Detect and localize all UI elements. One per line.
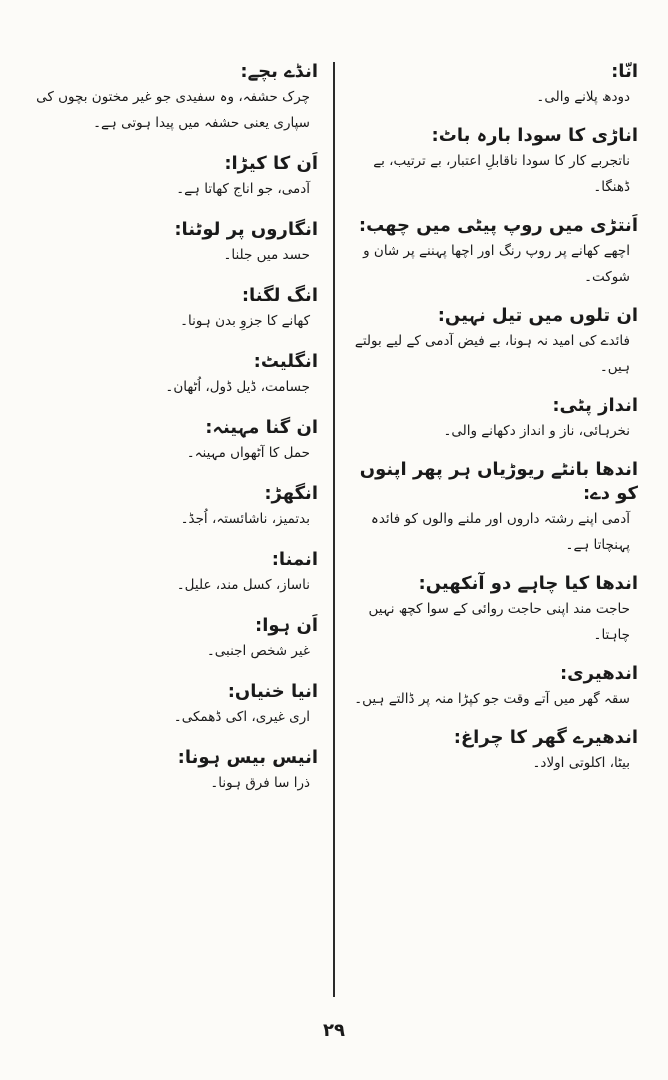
dictionary-entry xyxy=(28,416,318,466)
column-divider xyxy=(333,62,335,997)
entry-definition: اری غیری، اکی ڈھمکی۔ xyxy=(173,709,310,725)
dictionary-entry xyxy=(350,124,638,200)
dictionary-entry xyxy=(28,680,318,730)
right-column xyxy=(350,60,638,790)
entry-term: اندھا بانٹے ریوڑیاں ہر پھر اپنوں کو دے: xyxy=(359,459,638,504)
entry-definition: جسامت، ڈیل ڈول، اُٹھان۔ xyxy=(165,379,310,395)
entry-term: انمنا: xyxy=(271,549,318,570)
dictionary-entry xyxy=(28,350,318,400)
entry-definition: اچھے کھانے پر روپ رنگ اور اچھا پہننے پر شان و شوکت۔ xyxy=(363,243,630,285)
entry-definition: ناساز، کسل مند، علیل۔ xyxy=(176,577,310,593)
entry-term: ان تلوں میں تیل نہیں: xyxy=(437,305,638,326)
entry-term: انگلیٹ: xyxy=(253,351,318,372)
entry-term: انگاروں پر لوٹنا: xyxy=(174,219,318,240)
entry-definition: آدمی، جو اناج کھاتا ہے۔ xyxy=(176,181,310,197)
dictionary-entry xyxy=(350,394,638,444)
dictionary-entry xyxy=(28,218,318,268)
entry-definition: فائدے کی امید نہ ہونا، بے فیض آدمی کے لیے بولتے ہیں۔ xyxy=(354,333,630,375)
entry-term: اناڑی کا سودا بارہ باٹ: xyxy=(431,125,638,146)
dictionary-entry xyxy=(28,482,318,532)
page-number: ۲۹ xyxy=(323,1020,345,1041)
dictionary-entry xyxy=(350,662,638,712)
dictionary-entry xyxy=(350,304,638,380)
entry-term: اندھیرے گھر کا چراغ: xyxy=(453,727,638,748)
dictionary-entry xyxy=(28,548,318,598)
entry-term: اَنتڑی میں روپ پیٹی میں چھب: xyxy=(358,215,638,236)
entry-definition: حسد میں جلنا۔ xyxy=(223,247,310,263)
entry-term: انگ لگنا: xyxy=(241,285,318,306)
entry-definition: نخرہائی، ناز و انداز دکھانے والی۔ xyxy=(443,423,630,439)
entry-term: انگھڑ: xyxy=(264,483,318,504)
entry-term: اندھیری: xyxy=(559,663,638,684)
entry-definition: آدمی اپنے رشتہ داروں اور ملنے والوں کو فائدہ پہنچاتا ہے۔ xyxy=(370,511,630,553)
entry-definition: ناتجربے کار کا سودا ناقابلِ اعتبار، بے ترتیب، بے ڈھنگا۔ xyxy=(373,153,630,195)
entry-definition: ذرا سا فرق ہونا۔ xyxy=(210,775,310,791)
entry-term: اندھا کیا چاہے دو آنکھیں: xyxy=(418,573,638,594)
dictionary-entry xyxy=(350,726,638,776)
left-column xyxy=(28,60,318,812)
dictionary-entry xyxy=(350,60,638,110)
entry-definition: چرک حشفہ، وہ سفیدی جو غیر مختون بچوں کی سپاری یعنی حشفہ میں پیدا ہوتی ہے۔ xyxy=(36,89,310,131)
dictionary-entry xyxy=(350,572,638,648)
entry-definition: بیٹا، اکلوتی اولاد۔ xyxy=(532,755,630,771)
entry-definition: دودھ پلانے والی۔ xyxy=(536,89,630,105)
entry-term: ان گنا مہینہ: xyxy=(205,417,318,438)
entry-term: اَن ہوا: xyxy=(255,615,318,636)
dictionary-entry xyxy=(28,284,318,334)
entry-term: انڈے بچے: xyxy=(240,61,318,82)
entry-definition: غیر شخص اجنبی۔ xyxy=(206,643,310,659)
entry-definition: حاجت مند اپنی حاجت روائی کے سوا کچھ نہیں چاہتا۔ xyxy=(368,601,630,643)
dictionary-entry xyxy=(28,60,318,136)
entry-term: اَن کا کیڑا: xyxy=(224,153,318,174)
dictionary-entry xyxy=(28,614,318,664)
entry-term: انداز پٹی: xyxy=(552,395,638,416)
entry-term: انّا: xyxy=(611,61,638,82)
dictionary-entry xyxy=(350,214,638,290)
entry-definition: کھانے کا جزوِ بدن ہونا۔ xyxy=(180,313,310,329)
entry-definition: سقہ گھر میں آتے وقت جو کپڑا منہ پر ڈالتے ہیں۔ xyxy=(354,691,630,707)
dictionary-entry xyxy=(28,746,318,796)
dictionary-entry xyxy=(350,458,638,558)
entry-definition: بدتمیز، ناشائستہ، اُجڈ۔ xyxy=(180,511,310,527)
entry-definition: حمل کا آٹھواں مہینہ۔ xyxy=(186,445,310,461)
dictionary-entry xyxy=(28,152,318,202)
entry-term: انیا خنیاں: xyxy=(227,681,318,702)
entry-term: انیس بیس ہونا: xyxy=(177,747,318,768)
